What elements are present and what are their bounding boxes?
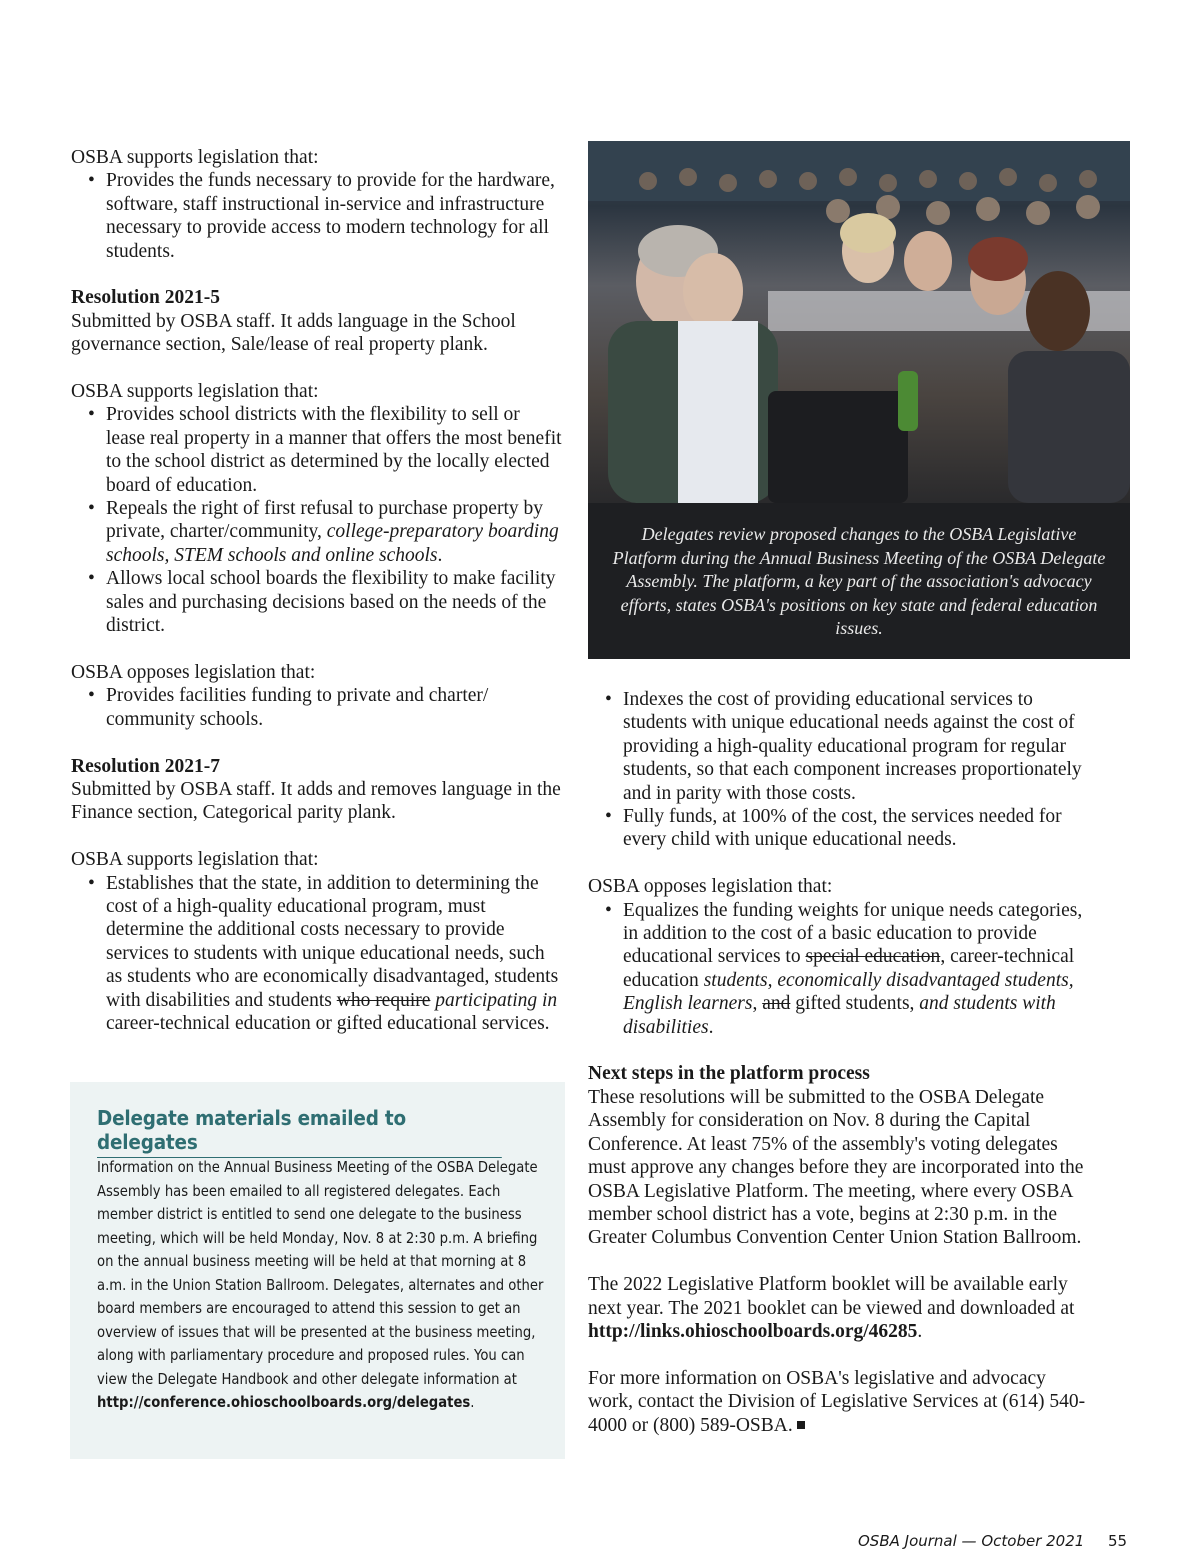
page-number: 55 bbox=[1108, 1532, 1128, 1550]
item-text: , bbox=[752, 993, 763, 1015]
bullet-list bbox=[71, 403, 563, 637]
bullet-list bbox=[588, 899, 1088, 1039]
supports-heading: OSBA supports legislation that: bbox=[71, 147, 319, 168]
delegates-link[interactable]: http://conference.ohioschoolboards.org/delegates bbox=[97, 1393, 471, 1411]
right-column bbox=[588, 688, 1088, 1437]
booklet-text: The 2022 Legislative Platform booklet will be available early next year. The 2021 booklet can be viewed and downloaded at bbox=[588, 1274, 1075, 1319]
item-text: . bbox=[708, 1016, 714, 1038]
bullet-list bbox=[71, 872, 563, 1036]
deleted-text: who require bbox=[336, 989, 431, 1011]
contact-paragraph bbox=[588, 1367, 1088, 1437]
inserted-text: students, economically disadvantaged students, English learners bbox=[623, 969, 1074, 1015]
resolution-title: Resolution 2021-7 bbox=[71, 755, 220, 777]
journal-title: OSBA Journal — October 2021 bbox=[858, 1532, 1085, 1550]
deleted-text: special education bbox=[805, 946, 941, 968]
list-item: • Provides the funds necessary to provide for the hardware, software, staff instructional in-service and infrastructure necessary to provide access to modern technology for all students. bbox=[106, 169, 563, 263]
booklet-text: . bbox=[917, 1320, 923, 1342]
item-text: , career-technical education bbox=[623, 946, 1075, 991]
sidebar-body bbox=[97, 1156, 548, 1415]
section-body: These resolutions will be submitted to the OSBA Delegate Assembly for consideration on Nov. 8 during the Capital Conference. At least 75% of the assembly's voting delegates must approve any changes before they are incorporated into the OSBA Legislative Platform. The meeting, where every OSBA member school district has a vote, begins at 2:30 p.m. in the Greater Columbus Convention Center Union Station Ballroom. bbox=[588, 1086, 1084, 1249]
sidebar-text: . bbox=[470, 1393, 475, 1411]
photo-block bbox=[588, 141, 1130, 659]
supports-heading: OSBA supports legislation that: bbox=[71, 381, 319, 403]
booklet-paragraph bbox=[588, 1273, 1088, 1343]
bullet-list bbox=[588, 688, 1088, 852]
delegate-materials-sidebar bbox=[70, 1082, 565, 1459]
list-item: • Provides school districts with the flexibility to sell or lease real property in a manner that offers the most benefit to the school district as determined by the locally elected board of education. bbox=[106, 403, 563, 497]
contact-text: For more information on OSBA's legislative and advocacy work, contact the Division of Legislative Services at (614) 540-4000 or (800) 589-OSBA. bbox=[588, 1367, 1086, 1436]
item-text: Repeals the right of first refusal to purchase property by private, charter/community, bbox=[106, 498, 543, 543]
photo-caption: Delegates review proposed changes to the OSBA Legislative Platform during the Annual Business Meeting of the OSBA Delegate Assembly. The platform, a key part of the association's advocacy efforts, states OSBA's positions on key state and federal education issues. bbox=[612, 524, 1106, 638]
list-item bbox=[106, 497, 563, 567]
inserted-text: participating in bbox=[435, 989, 558, 1011]
sidebar-text: Information on the Annual Business Meeting of the OSBA Delegate Assembly has been emailed to all registered delegates. Each member district is entitled to send one delegate to the business meeting, which will be held Monday, Nov. 8 at 2:30 p.m. A briefing on the annual business meeting will be held at that morning at 8 a.m. in the Union Station Ballroom. Delegates, alternates and other board members are encouraged to attend this session to get an overview of issues that will be presented at the business meeting, along with parliamentary procedure and proposed rules. You can view the Delegate Handbook and other delegate information at bbox=[97, 1158, 544, 1388]
item-text: Establishes that the state, in addition to determining the cost of a high-quality educational program, must determine the additional costs necessary to provide services to students with unique educational needs, such as students who are economically disadvantaged, students with disabilities and students bbox=[106, 872, 559, 1011]
resolution-description: Submitted by OSBA staff. It adds and removes language in the Finance section, Categorical parity plank. bbox=[71, 778, 561, 824]
audience-illustration bbox=[588, 141, 1130, 503]
item-text: career-technical education or gifted educational services. bbox=[106, 1012, 550, 1034]
booklet-link[interactable]: http://links.ohioschoolboards.org/46285 bbox=[588, 1320, 918, 1342]
opposes-heading: OSBA opposes legislation that: bbox=[71, 661, 316, 683]
deleted-text: and bbox=[762, 993, 791, 1015]
list-item: • Indexes the cost of providing educational services to students with unique educational needs against the cost of providing a high-quality educational program for regular students, so that each component increases proportionately and in parity with those costs. bbox=[623, 688, 1088, 805]
sidebar-title: Delegate materials emailed to delegates bbox=[97, 1106, 502, 1158]
resolution-title: Resolution 2021-5 bbox=[71, 287, 220, 309]
inserted-text: and students with disabilities bbox=[623, 993, 1056, 1038]
list-item: • Allows local school boards the flexibility to make facility sales and purchasing decisions based on the needs of the district. bbox=[106, 567, 563, 637]
end-mark-icon bbox=[797, 1421, 805, 1429]
delegates-photo bbox=[588, 141, 1130, 503]
bullet-list bbox=[71, 169, 563, 263]
item-text: . bbox=[437, 544, 443, 566]
list-item bbox=[106, 872, 563, 1036]
list-item bbox=[623, 899, 1088, 1039]
list-item: • Provides facilities funding to private and charter/ community schools. bbox=[106, 684, 563, 731]
inserted-text: college-preparatory boarding schools, STEM schools and online schools bbox=[106, 521, 559, 566]
list-item: • Fully funds, at 100% of the cost, the services needed for every child with unique educational needs. bbox=[623, 805, 1088, 852]
item-text: Equalizes the funding weights for unique needs categories, in addition to the cost of a basic education to provide educational services to bbox=[623, 899, 1083, 968]
item-text: gifted students, bbox=[790, 993, 920, 1015]
section-title: Next steps in the platform process bbox=[588, 1063, 870, 1085]
resolution-description: Submitted by OSBA staff. It adds language in the School governance section, Sale/lease of real property plank. bbox=[71, 310, 516, 356]
left-column bbox=[71, 146, 563, 1035]
supports-heading: OSBA supports legislation that: bbox=[71, 849, 319, 871]
bullet-list bbox=[71, 684, 563, 731]
opposes-heading: OSBA opposes legislation that: bbox=[588, 876, 833, 898]
